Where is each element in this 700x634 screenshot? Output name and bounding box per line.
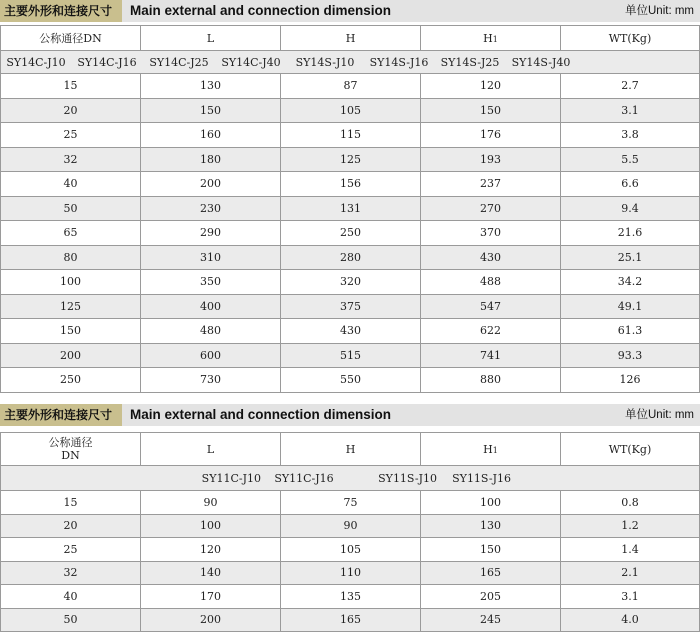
cell-l: 100 (141, 514, 281, 538)
cell-wt: 3.1 (561, 585, 700, 609)
cell-l: 730 (141, 368, 281, 393)
header-h1-sub: 1 (492, 445, 498, 455)
table-row (1, 368, 700, 393)
table-row (1, 294, 700, 319)
cell-dn: 25 (1, 123, 141, 148)
table-header-row (1, 433, 700, 466)
cell-h: 515 (281, 343, 421, 368)
table-row (1, 514, 700, 538)
table-row (1, 221, 700, 246)
header-h1-sub: 1 (492, 34, 498, 44)
cell-h1: 245 (421, 608, 561, 632)
section-title-cn: 主要外形和连接尺寸 (0, 0, 122, 22)
cell-wt: 49.1 (561, 294, 700, 319)
model-list (1, 51, 700, 74)
model-code: SY11C-J16 (274, 471, 334, 485)
table-row (1, 343, 700, 368)
section-title-en: Main external and connection dimension (130, 3, 392, 18)
cell-dn: 15 (1, 491, 141, 515)
cell-h1: 120 (421, 74, 561, 99)
cell-h: 430 (281, 319, 421, 344)
header-wt: WT(Kg) (561, 433, 700, 466)
cell-wt: 6.6 (561, 172, 700, 197)
cell-h: 165 (281, 608, 421, 632)
cell-h: 115 (281, 123, 421, 148)
cell-l: 140 (141, 561, 281, 585)
cell-dn: 250 (1, 368, 141, 393)
cell-h1: 622 (421, 319, 561, 344)
cell-h1: 150 (421, 98, 561, 123)
cell-dn: 20 (1, 514, 141, 538)
cell-dn: 150 (1, 319, 141, 344)
cell-l: 200 (141, 172, 281, 197)
cell-h1: 741 (421, 343, 561, 368)
cell-l: 480 (141, 319, 281, 344)
cell-dn: 125 (1, 294, 141, 319)
cell-l: 130 (141, 74, 281, 99)
cell-dn: 15 (1, 74, 141, 99)
table-row (1, 608, 700, 632)
cell-l: 160 (141, 123, 281, 148)
section-header-2 (0, 404, 700, 426)
cell-h1: 176 (421, 123, 561, 148)
cell-dn: 32 (1, 147, 141, 172)
table-row (1, 245, 700, 270)
cell-l: 400 (141, 294, 281, 319)
cell-h: 135 (281, 585, 421, 609)
cell-dn: 20 (1, 98, 141, 123)
table-body-2 (1, 491, 700, 632)
model-code: SY11C-J10 (201, 471, 261, 485)
model-code: SY14S-J10 (295, 55, 355, 69)
cell-h: 375 (281, 294, 421, 319)
header-h1-main: H (483, 442, 493, 456)
cell-h: 90 (281, 514, 421, 538)
section-title-cn: 主要外形和连接尺寸 (0, 404, 122, 426)
cell-wt: 1.2 (561, 514, 700, 538)
cell-h: 110 (281, 561, 421, 585)
cell-wt: 3.1 (561, 98, 700, 123)
header-wt: WT(Kg) (561, 26, 700, 51)
header-dn-line2: DN (61, 449, 80, 462)
cell-h1: 880 (421, 368, 561, 393)
table-row (1, 74, 700, 99)
cell-h1: 370 (421, 221, 561, 246)
cell-h1: 165 (421, 561, 561, 585)
model-row (1, 466, 700, 491)
model-code: SY14S-J25 (440, 55, 500, 69)
cell-h: 156 (281, 172, 421, 197)
cell-h: 125 (281, 147, 421, 172)
table-header-row (1, 26, 700, 51)
table-row (1, 561, 700, 585)
cell-dn: 100 (1, 270, 141, 295)
cell-h: 105 (281, 538, 421, 562)
table-row (1, 123, 700, 148)
section-header-1 (0, 0, 700, 22)
dimension-table-1 (0, 25, 700, 393)
cell-dn: 50 (1, 196, 141, 221)
header-h1-main: H (483, 31, 493, 45)
cell-h1: 270 (421, 196, 561, 221)
table-row (1, 147, 700, 172)
cell-h: 250 (281, 221, 421, 246)
cell-h: 550 (281, 368, 421, 393)
cell-l: 120 (141, 538, 281, 562)
header-dn-line1: 公称通径 (48, 436, 93, 449)
model-code: SY14S-J16 (369, 55, 429, 69)
cell-wt: 3.8 (561, 123, 700, 148)
cell-wt: 34.2 (561, 270, 700, 295)
cell-dn: 25 (1, 538, 141, 562)
unit-label: 单位Unit: mm (625, 409, 694, 421)
dimension-table-2 (0, 432, 700, 632)
cell-h1: 150 (421, 538, 561, 562)
cell-dn: 32 (1, 561, 141, 585)
table-body-1 (1, 74, 700, 393)
header-h: H (281, 433, 421, 466)
model-code: SY14C-J40 (221, 55, 281, 69)
cell-wt: 126 (561, 368, 700, 393)
model-code: SY14C-J16 (77, 55, 137, 69)
cell-dn: 40 (1, 172, 141, 197)
cell-dn: 40 (1, 585, 141, 609)
cell-h1: 100 (421, 491, 561, 515)
cell-wt: 1.4 (561, 538, 700, 562)
cell-wt: 0.8 (561, 491, 700, 515)
cell-wt: 4.0 (561, 608, 700, 632)
cell-h1: 205 (421, 585, 561, 609)
section-title-en: Main external and connection dimension (130, 407, 392, 422)
table-row (1, 172, 700, 197)
model-code: SY11S-J16 (452, 471, 511, 485)
cell-h: 131 (281, 196, 421, 221)
cell-wt: 2.1 (561, 561, 700, 585)
cell-l: 200 (141, 608, 281, 632)
table-row (1, 270, 700, 295)
header-dn (1, 433, 141, 466)
model-row (1, 51, 700, 74)
header-h1 (421, 26, 561, 51)
dimension-section-2 (0, 404, 700, 627)
cell-l: 600 (141, 343, 281, 368)
cell-wt: 21.6 (561, 221, 700, 246)
cell-h: 105 (281, 98, 421, 123)
table-row (1, 585, 700, 609)
header-dn: 公称通径DN (1, 26, 141, 51)
cell-l: 150 (141, 98, 281, 123)
table-row (1, 98, 700, 123)
cell-wt: 61.3 (561, 319, 700, 344)
cell-l: 180 (141, 147, 281, 172)
table-row (1, 319, 700, 344)
model-code: SY14C-J25 (149, 55, 209, 69)
cell-dn: 50 (1, 608, 141, 632)
cell-dn: 65 (1, 221, 141, 246)
cell-h1: 430 (421, 245, 561, 270)
cell-h1: 237 (421, 172, 561, 197)
header-l: L (141, 26, 281, 51)
table-row (1, 196, 700, 221)
cell-dn: 80 (1, 245, 141, 270)
unit-label: 单位Unit: mm (625, 5, 694, 17)
cell-wt: 9.4 (561, 196, 700, 221)
cell-h1: 488 (421, 270, 561, 295)
cell-wt: 2.7 (561, 74, 700, 99)
cell-h: 280 (281, 245, 421, 270)
cell-h1: 193 (421, 147, 561, 172)
cell-l: 290 (141, 221, 281, 246)
cell-l: 310 (141, 245, 281, 270)
cell-h1: 130 (421, 514, 561, 538)
header-l: L (141, 433, 281, 466)
cell-l: 90 (141, 491, 281, 515)
cell-h: 75 (281, 491, 421, 515)
cell-l: 350 (141, 270, 281, 295)
cell-h1: 547 (421, 294, 561, 319)
header-h: H (281, 26, 421, 51)
cell-wt: 5.5 (561, 147, 700, 172)
model-code: SY14S-J40 (511, 55, 571, 69)
cell-wt: 25.1 (561, 245, 700, 270)
cell-h: 87 (281, 74, 421, 99)
table-row (1, 538, 700, 562)
cell-l: 170 (141, 585, 281, 609)
table-row (1, 491, 700, 515)
cell-wt: 93.3 (561, 343, 700, 368)
model-list (1, 466, 700, 491)
model-code: SY11S-J10 (378, 471, 437, 485)
header-h1 (421, 433, 561, 466)
cell-h: 320 (281, 270, 421, 295)
cell-dn: 200 (1, 343, 141, 368)
model-code: SY14C-J10 (6, 55, 66, 69)
cell-l: 230 (141, 196, 281, 221)
